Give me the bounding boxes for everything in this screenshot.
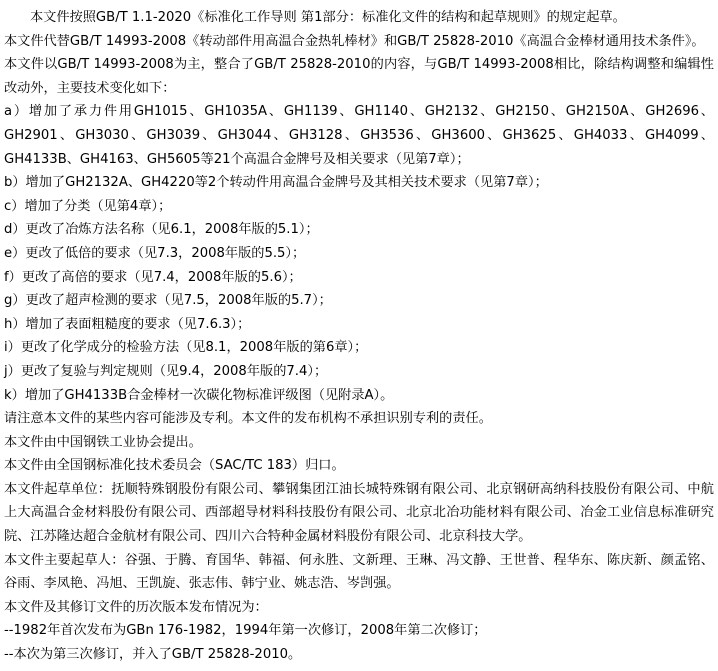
list-item-change-b: b）增加了GH2132A、GH4220等2个转动件用高温合金牌号及其相关技术要求（见第7章）； — [4, 175, 548, 191]
paragraph-edition-history-intro: 本文件及其修订文件的历次版本发布情况为： — [4, 599, 268, 615]
list-item-change-j: j）更改了复验与判定规则（见9.4，2008年版的7.4）； — [4, 363, 328, 379]
list-item-change-c: c）增加了分类（见第4章）； — [4, 198, 172, 214]
paragraph-changes-intro: 本文件以GB/T 14993-2008为主，整合了GB/T 25828-2010的内容，与GB/T 14993-2008相比，除结构调整和编辑性改动外，主要技术变化如下： — [4, 57, 714, 96]
paragraph-proposed-by: 本文件由中国钢铁工业协会提出。 — [4, 434, 202, 450]
paragraph-under-jurisdiction-of: 本文件由全国钢标准化技术委员会（SAC/TC 183）归口。 — [4, 458, 345, 474]
list-item-change-a: a）增加了承力件用GH1015、GH1035A、GH1139、GH1140、GH2132、GH2150、GH2150A、GH2696、GH2901、GH3030、GH3039、GH3044、GH3128、GH3536、GH3600、GH3625、GH4033、GH4099、GH4133B、GH4163、GH5605等21个高温合金牌号及相关要求（见第7章）； — [4, 104, 714, 167]
list-item-change-d: d）更改了冶炼方法名称（见6.1，2008年版的5.1）； — [4, 222, 319, 238]
list-item-change-i: i）更改了化学成分的检验方法（见8.1，2008年版的第6章）； — [4, 340, 368, 356]
list-item-change-f: f）更改了高倍的要求（见7.4，2008年版的5.6）； — [4, 269, 302, 285]
list-item-change-g: g）更改了超声检测的要求（见7.5，2008年版的5.7）； — [4, 293, 332, 309]
list-item-change-e: e）更改了低倍的要求（见7.3，2008年版的5.5）； — [4, 245, 306, 261]
list-item-edition-history-2: --本次为第三次修订，并入了GB/T 25828-2010。 — [4, 647, 302, 663]
paragraph-replaces-statement: 本文件代替GB/T 14993-2008《转动部件用高温合金热轧棒材》和GB/T 25828-2010《高温合金棒材通用技术条件》。 — [4, 33, 705, 49]
list-item-change-k: k）增加了GH4133B合金棒材一次碳化物标准评级图（见附录A）。 — [4, 387, 394, 403]
paragraph-patent-notice: 请注意本文件的某些内容可能涉及专利。本文件的发布机构不承担识别专利的责任。 — [4, 411, 492, 427]
paragraph-drafting-organizations: 本文件起草单位：抚顺特殊钢股份有限公司、攀钢集团江油长城特殊钢有限公司、北京钢研高纳科技股份有限公司、中航上大高温合金材料股份有限公司、西部超导材料科技股份有限公司、北京北冶功能材料有限公司、冶金工业信息标准研究院、江苏隆达超合金航材有限公司、四川六合特种金属材料股份有限公司、北京科技大学。 — [4, 481, 714, 545]
list-item-edition-history-1: --1982年首次发布为GBn 176-1982，1994年第一次修订，2008年第二次修订； — [4, 623, 487, 639]
list-item-change-h: h）增加了表面粗糙度的要求（见7.6.3）； — [4, 316, 251, 332]
paragraph-main-drafters: 本文件主要起草人：谷强、于腾、育国华、韩福、何永胜、文新理、王琳、冯文静、王世普、程华东、陈庆新、颜孟铭、谷雨、李凤艳、冯旭、王凯旋、张志伟、韩宁业、姚志浩、岑剀强。 — [4, 552, 714, 592]
paragraph-standard-basis: 本文件按照GB/T 1.1-2020《标准化工作导则 第1部分：标准化文件的结构和起草规则》的规定起草。 — [30, 10, 626, 25]
